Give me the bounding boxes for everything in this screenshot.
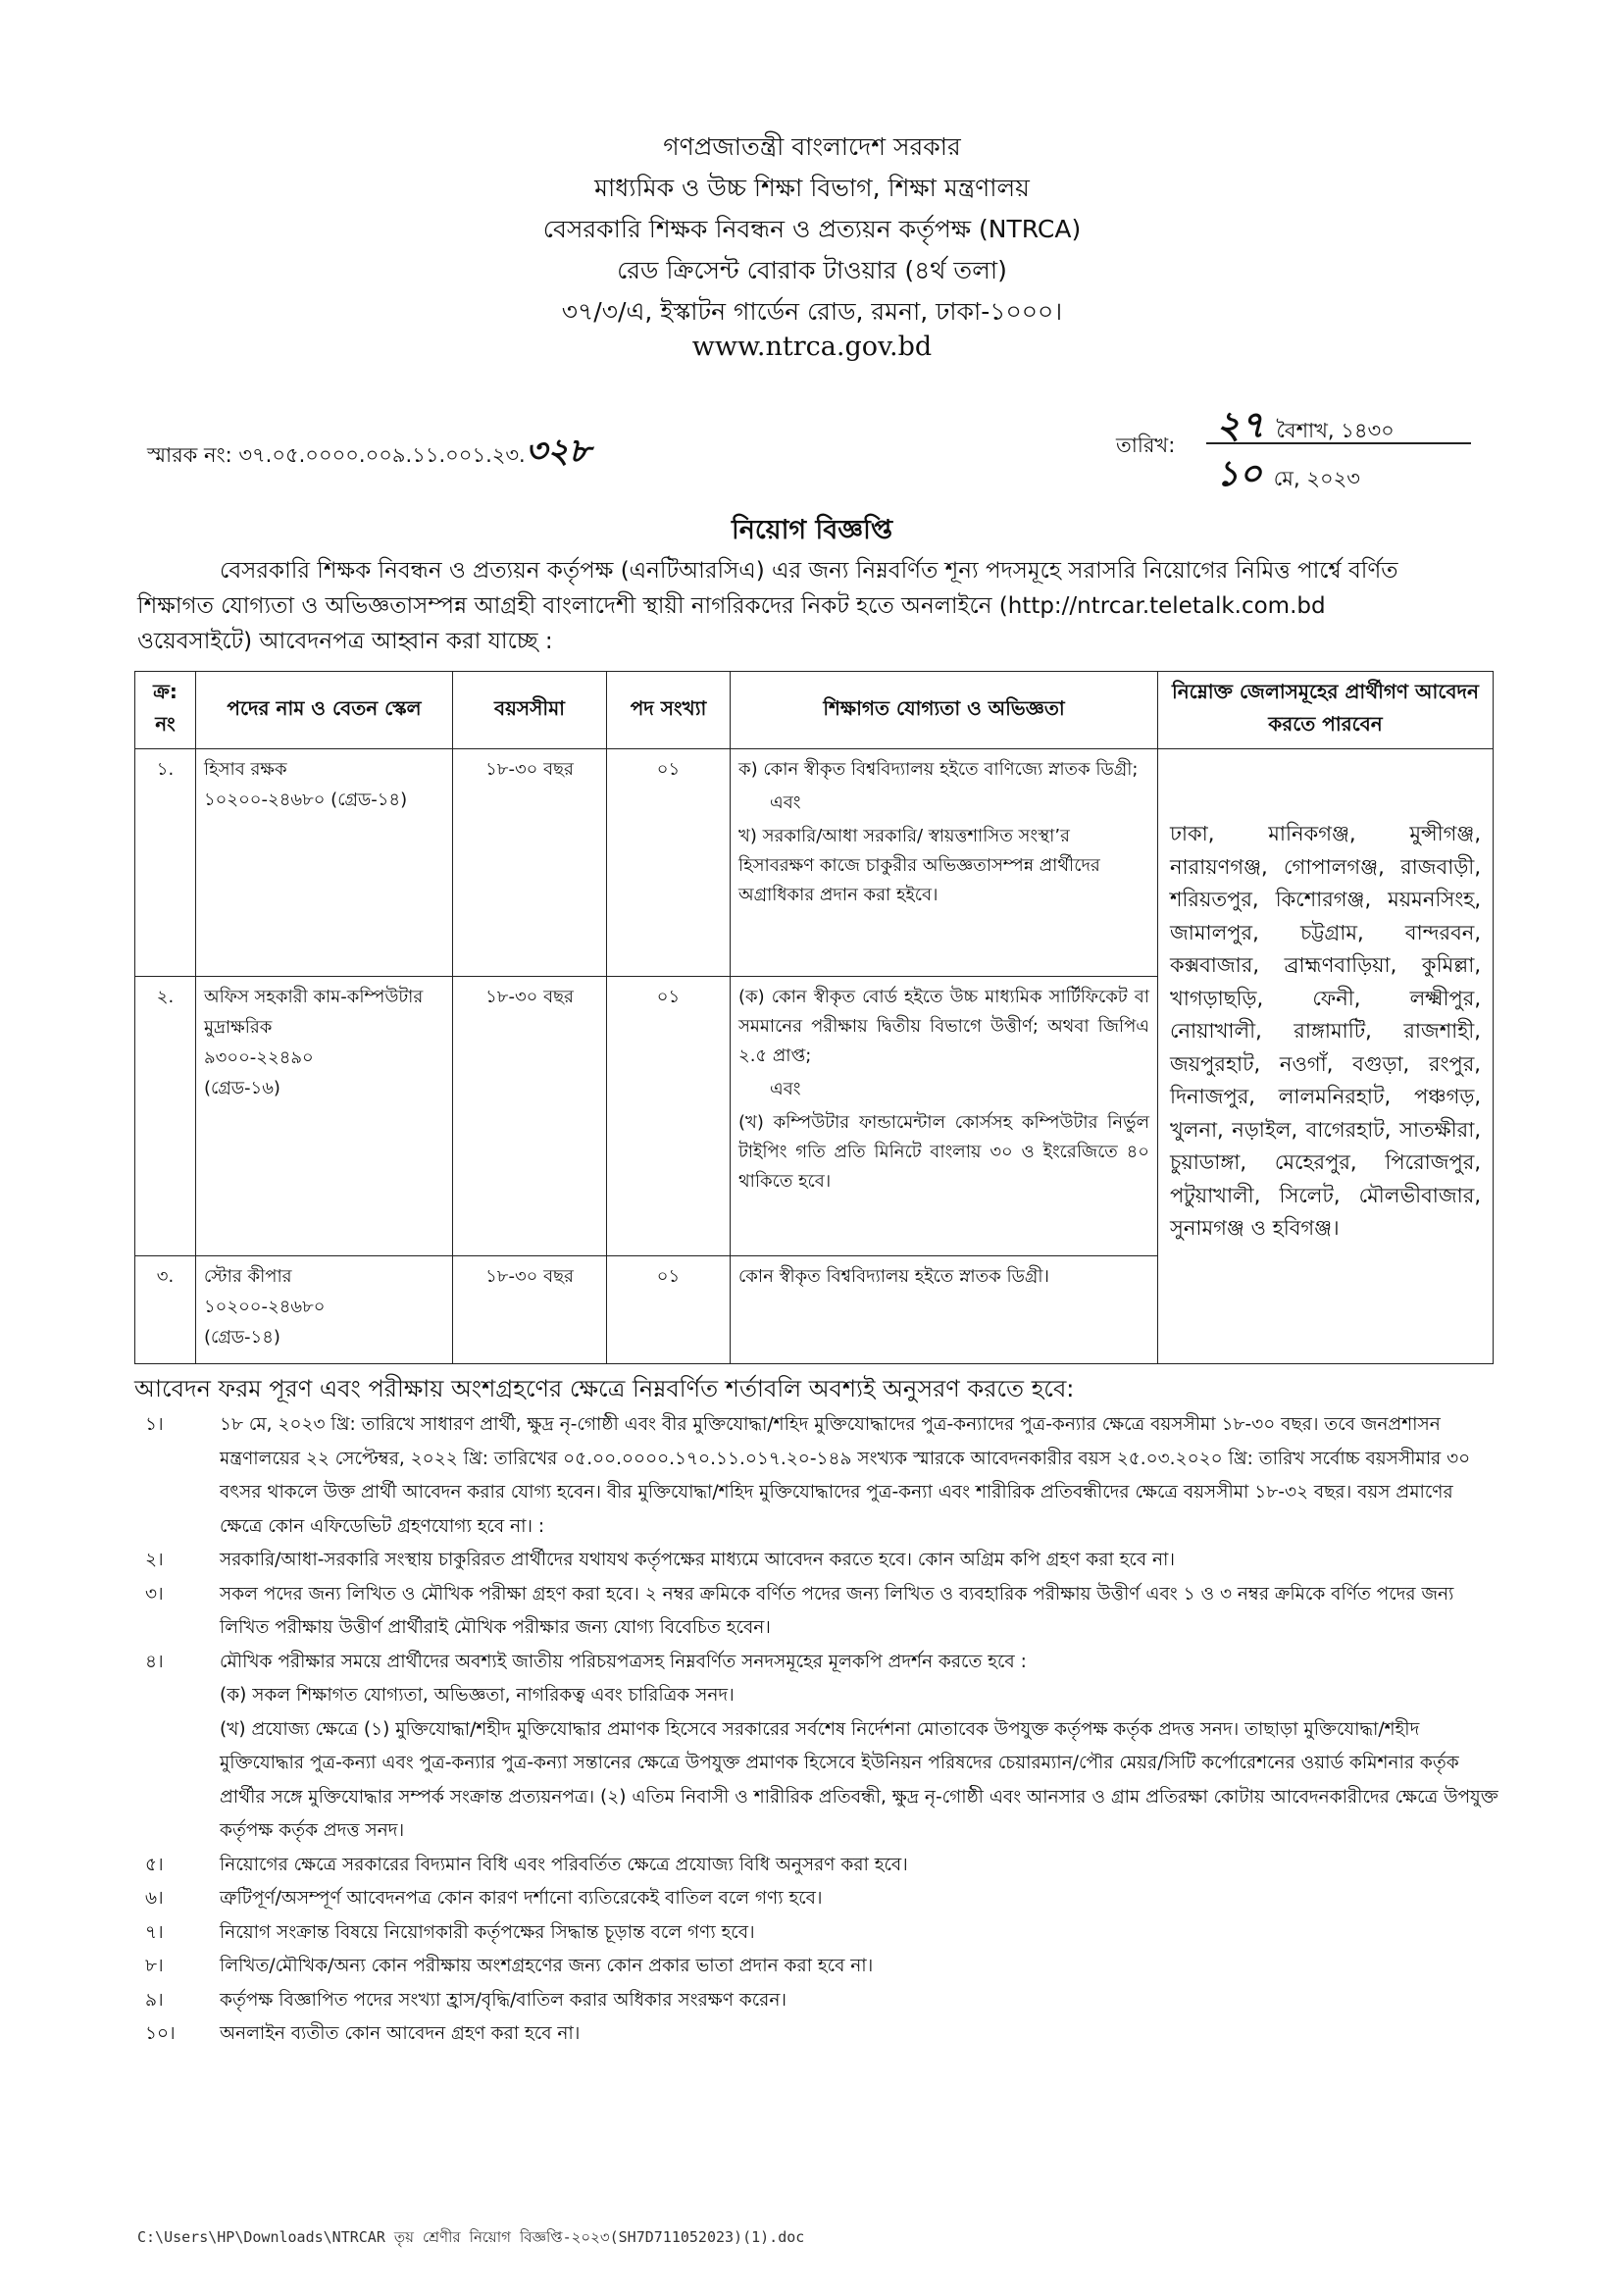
condition-item bbox=[145, 1646, 1498, 1849]
date-bangla-day: ২৭ bbox=[1216, 402, 1265, 446]
post-scale: ১০২০০-২৪৬৮০ bbox=[204, 1297, 326, 1317]
col-header-count: পদ সংখ্যা bbox=[607, 672, 731, 749]
condition-number: ৪। bbox=[145, 1651, 164, 1672]
col-header-post: পদের নাম ও বেতন স্কেল bbox=[196, 672, 453, 749]
condition-number: ৯। bbox=[145, 1989, 164, 2011]
condition-item bbox=[145, 1544, 1498, 1578]
header-ministry-gov: গণপ্রজাতন্ত্রী বাংলাদেশ সরকার bbox=[663, 132, 961, 161]
row-count: ০১ bbox=[607, 1256, 731, 1364]
col-header-districts: নিম্নোক্ত জেলাসমূহের প্রার্থীগণ আবেদন করতে পারবেন bbox=[1158, 672, 1494, 749]
col-header-sl: ক্র: নং bbox=[135, 672, 196, 749]
table-row bbox=[135, 749, 1494, 977]
date-english-day: ১০ bbox=[1216, 453, 1262, 494]
eligible-districts: ঢাকা, মানিকগঞ্জ, মুন্সীগঞ্জ, নারায়ণগঞ্জ, গোপালগঞ্জ, রাজবাড়ী, শরিয়তপুর, কিশোরগঞ্জ, ময়মনসিংহ, জামালপুর, চট্টগ্রাম, বান্দরবন, কক্সবাজার, ব্রাহ্মণবাড়িয়া, কুমিল্লা, খাগড়াছড়ি, ফেনী, লক্ষ্মীপুর, নোয়াখালী, রাঙ্গামাটি, রাজশাহী, জয়পুরহাট, নওগাঁ, বগুড়া, রংপুর, দিনাজপুর, লালমনিরহাট, পঞ্চগড়, খুলনা, নড়াইল, বাগেরহাট, সাতক্ষীরা, চুয়াডাঙ্গা, মেহেরপুর, পিরোজপুর, পটুয়াখালী, সিলেট, মৌলভীবাজার, সুনামগঞ্জ ও হবিগঞ্জ। bbox=[1158, 749, 1494, 1364]
condition-text: ১৮ মে, ২০২৩ খ্রি: তারিখে সাধারণ প্রার্থী, ক্ষুদ্র নৃ-গোষ্ঠী এবং বীর মুক্তিযোদ্ধা/শহিদ মুক্তিযোদ্ধাদের পুত্র-কন্যাদের পুত্র-কন্যার ক্ষেত্রে বয়সসীমা ১৮-৩০ বছর। তবে জনপ্রশাসন মন্ত্রণালয়ের ২২ সেপ্টেম্বর, ২০২২ খ্রি: তারিখের ০৫.০০.০০০০.১৭০.১১.০১৭.২০-১৪৯ সংখ্যক স্মারকে আবেদনকারীর বয়স ২৫.০৩.২০২০ খ্রি: তারিখ সর্বোচ্চ বয়সসীমার ৩০ বৎসর থাকলে উক্ত প্রার্থী আবেদন করার যোগ্য হবেন। বীর মুক্তিযোদ্ধা/শহিদ মুক্তিযোদ্ধাদের পুত্র-কন্যা এবং শারীরিক প্রতিবন্ধীদের ক্ষেত্রে বয়সসীমা ১৮-৩২ বছর। বয়স প্রমাণের ক্ষেত্রে কোন এফিডেভিট গ্রহণযোগ্য হবে না। : bbox=[220, 1414, 1471, 1537]
memo-label: স্মারক নং: ৩৭.০৫.০০০০.০০৯.১১.০০১.২৩. bbox=[147, 443, 526, 467]
qualification-and: এবং bbox=[770, 792, 801, 813]
col-header-age: বয়সসীমা bbox=[453, 672, 607, 749]
post-name: হিসাব রক্ষক bbox=[204, 759, 287, 780]
date-english-month-year: মে, ২০২৩ bbox=[1273, 467, 1360, 490]
condition-number: ১০। bbox=[145, 2023, 176, 2044]
intro-line-3: ওয়েবসাইটে) আবেদনপত্র আহ্বান করা যাচ্ছে : bbox=[137, 629, 553, 654]
row-post bbox=[196, 1256, 453, 1364]
condition-sub-b: (খ) প্রযোজ্য ক্ষেত্রে (১) মুক্তিযোদ্ধা/শহীদ মুক্তিযোদ্ধার প্রমাণক হিসেবে সরকারের সর্বশেষ নির্দেশনা মোতাবেক উপযুক্ত কর্তৃপক্ষ কর্তৃক প্রদত্ত সনদ। তাছাড়া মুক্তিযোদ্ধা/শহীদ মুক্তিযোদ্ধার পুত্র-কন্যা এবং পুত্র-কন্যার পুত্র-কন্যা সন্তানের ক্ষেত্রে উপযুক্ত প্রমাণক হিসেবে ইউনিয়ন পরিষদের চেয়ারম্যান/পৌর মেয়র/সিটি কর্পোরেশনের ওয়ার্ড কমিশনার কর্তৃক প্রার্থীর সঙ্গে মুক্তিযোদ্ধার সম্পর্ক সংক্রান্ত প্রত্যয়নপত্র। (২) এতিম নিবাসী ও শারীরিক প্রতিবন্ধী, ক্ষুদ্র নৃ-গোষ্ঠী এবং আনসার ও গ্রাম প্রতিরক্ষা কোটায় আবেদনকারীদের ক্ষেত্রে উপযুক্ত কর্তৃপক্ষ কর্তৃক প্রদত্ত সনদ। bbox=[220, 1718, 1498, 1841]
condition-text: অনলাইন ব্যতীত কোন আবেদন গ্রহণ করা হবে না। bbox=[220, 2023, 581, 2044]
row-count: ০১ bbox=[607, 977, 731, 1256]
row-age: ১৮-৩০ বছর bbox=[453, 1256, 607, 1364]
condition-number: ৭। bbox=[145, 1921, 164, 1943]
col-header-qualification: শিক্ষাগত যোগ্যতা ও অভিজ্ঞতা bbox=[731, 672, 1158, 749]
qualification-a: কোন স্বীকৃত বিশ্ববিদ্যালয় হইতে স্নাতক ডিগ্রী। bbox=[738, 1266, 1049, 1287]
qualification-b: (খ) কম্পিউটার ফান্ডামেন্টাল কোর্সসহ কম্পিউটার নির্ভুল টাইপিং গতি প্রতি মিনিটে বাংলায় ৩০ ও ইংরেজিতে ৪০ থাকিতে হবে। bbox=[738, 1112, 1149, 1192]
condition-text: মৌখিক পরীক্ষার সময়ে প্রার্থীদের অবশ্যই জাতীয় পরিচয়পত্রসহ নিম্নবর্ণিত সনদসমূহের মূলকপি প্রদর্শন করতে হবে : bbox=[220, 1651, 1027, 1672]
header-building: রেড ক্রিসেন্ট বোরাক টাওয়ার (৪র্থ তলা) bbox=[617, 256, 1007, 284]
header-address: ৩৭/৩/এ, ইস্কাটন গার্ডেন রোড, রমনা, ঢাকা-১০০০। bbox=[561, 297, 1063, 326]
condition-number: ১। bbox=[145, 1414, 164, 1435]
post-name: স্টোর কীপার bbox=[204, 1266, 292, 1287]
row-sl: ৩. bbox=[135, 1256, 196, 1364]
post-grade: (গ্রেড-১৪) bbox=[204, 1327, 280, 1348]
condition-item bbox=[145, 1984, 1498, 2018]
posts-table bbox=[134, 671, 1494, 1364]
condition-number: ২। bbox=[145, 1550, 164, 1570]
page-title: নিয়োগ বিজ্ঞপ্তি bbox=[731, 515, 893, 545]
intro-paragraph bbox=[137, 553, 1491, 659]
row-age: ১৮-৩০ বছর bbox=[453, 749, 607, 977]
post-name: অফিস সহকারী কাম-কম্পিউটার মুদ্রাক্ষরিক bbox=[204, 987, 424, 1038]
qualification-a: ক) কোন স্বীকৃত বিশ্ববিদ্যালয় হইতে বাণিজ্যে স্নাতক ডিগ্রী; bbox=[738, 759, 1139, 780]
conditions-heading: আবেদন ফরম পূরণ এবং পরীক্ষায় অংশগ্রহণের ক্ষেত্রে নিম্নবর্ণিত শর্তাবলি অবশ্যই অনুসরণ করতে হবে: bbox=[134, 1375, 1075, 1402]
qualification-b: খ) সরকারি/আধা সরকারি/ স্বায়ত্তশাসিত সংস্থা’র হিসাবরক্ষণ কাজে চাকুরীর অভিজ্ঞতাসম্পন্ন প্রার্থীদের অগ্রাধিকার প্রদান করা হইবে। bbox=[738, 826, 1100, 905]
condition-sub-a: (ক) সকল শিক্ষাগত যোগ্যতা, অভিজ্ঞতা, নাগরিকত্ব এবং চারিত্রিক সনদ। bbox=[220, 1685, 735, 1706]
header-authority: বেসরকারি শিক্ষক নিবন্ধন ও প্রত্যয়ন কর্তৃপক্ষ (NTRCA) bbox=[542, 215, 1082, 243]
row-count: ০১ bbox=[607, 749, 731, 977]
date-label: তারিখ: bbox=[1116, 433, 1176, 457]
condition-item bbox=[145, 1849, 1498, 1883]
condition-item bbox=[145, 1916, 1498, 1951]
row-post bbox=[196, 749, 453, 977]
condition-number: ৫। bbox=[145, 1854, 164, 1875]
post-scale: ১০২০০-২৪৬৮০ (গ্রেড-১৪) bbox=[204, 790, 408, 810]
condition-item bbox=[145, 1578, 1498, 1646]
condition-text: ত্রুটিপূর্ণ/অসম্পূর্ণ আবেদনপত্র কোন কারণ দর্শানো ব্যতিরেকেই বাতিল বলে গণ্য হবে। bbox=[220, 1888, 823, 1909]
memo-number bbox=[147, 426, 590, 482]
header-division: মাধ্যমিক ও উচ্চ শিক্ষা বিভাগ, শিক্ষা মন্ত্রণালয় bbox=[594, 174, 1030, 202]
condition-number: ৩। bbox=[145, 1583, 164, 1605]
condition-text: সকল পদের জন্য লিখিত ও মৌখিক পরীক্ষা গ্রহণ করা হবে। ২ নম্বর ক্রমিকে বর্ণিত পদের জন্য লিখিত ও ব্যবহারিক পরীক্ষায় উত্তীর্ণ এবং ১ ও ৩ নম্বর ক্রমিকে বর্ণিত পদের জন্য লিখিত পরীক্ষায় উত্তীর্ণ প্রার্থীরাই মৌখিক পরীক্ষার জন্য যোগ্য বিবেচিত হবেন। bbox=[220, 1583, 1454, 1638]
post-grade: (গ্রেড-১৬) bbox=[204, 1078, 280, 1098]
intro-line-2: শিক্ষাগত যোগ্যতা ও অভিজ্ঞতাসম্পন্ন আগ্রহী বাংলাদেশী স্থায়ী নাগরিকদের নিকট হতে অনলাইনে (http://ntrcar.teletalk.com.bd bbox=[137, 593, 1326, 619]
condition-number: ৮। bbox=[145, 1956, 164, 1976]
condition-item bbox=[145, 1882, 1498, 1916]
condition-item bbox=[145, 1408, 1498, 1544]
condition-text: লিখিত/মৌখিক/অন্য কোন পরীক্ষায় অংশগ্রহণের জন্য কোন প্রকার ভাতা প্রদান করা হবে না। bbox=[220, 1956, 874, 1976]
post-scale: ৯৩০০-২২৪৯০ bbox=[204, 1047, 314, 1068]
memo-handwritten-number: ৩২৮ bbox=[525, 432, 591, 471]
conditions-list bbox=[145, 1408, 1498, 2052]
row-age: ১৮-৩০ বছর bbox=[453, 977, 607, 1256]
date-english bbox=[1216, 447, 1451, 506]
qualification-and: এবং bbox=[770, 1079, 801, 1099]
row-sl: ২. bbox=[135, 977, 196, 1256]
row-sl: ১. bbox=[135, 749, 196, 977]
footer-file-path: C:\Users\HP\Downloads\NTRCAR তৃয় শ্রেণীর নিয়োগ বিজ্ঞপ্তি-২০২৩(SH7D711052023)(1).doc bbox=[137, 2228, 805, 2246]
intro-line-1: বেসরকারি শিক্ষক নিবন্ধন ও প্রত্যয়ন কর্তৃপক্ষ (এনটিআরসিএ) এর জন্য নিম্নবর্ণিত শূন্য পদসমূহে সরাসরি নিয়োগের নিমিত্ত পার্শ্বে বর্ণিত bbox=[220, 558, 1398, 584]
row-qualification bbox=[731, 749, 1158, 977]
row-post bbox=[196, 977, 453, 1256]
condition-text: সরকারি/আধা-সরকারি সংস্থায় চাকুরিরত প্রার্থীদের যথাযথ কর্তৃপক্ষের মাধ্যমে আবেদন করতে হবে। কোন অগ্রিম কপি গ্রহণ করা হবে না। bbox=[220, 1550, 1176, 1570]
date-bangla-month-year: বৈশাখ, ১৪৩০ bbox=[1276, 419, 1395, 442]
condition-item bbox=[145, 1950, 1498, 1984]
condition-text: নিয়োগের ক্ষেত্রে সরকারের বিদ্যমান বিধি এবং পরিবর্তিত ক্ষেত্রে প্রযোজ্য বিধি অনুসরণ করা হবে। bbox=[220, 1854, 908, 1875]
row-qualification bbox=[731, 1256, 1158, 1364]
condition-number: ৬। bbox=[145, 1888, 164, 1909]
date-divider bbox=[1206, 442, 1471, 444]
condition-text: নিয়োগ সংক্রান্ত বিষয়ে নিয়োগকারী কর্তৃপক্ষের সিদ্ধান্ত চূড়ান্ত বলে গণ্য হবে। bbox=[220, 1921, 755, 1943]
condition-text: কর্তৃপক্ষ বিজ্ঞাপিত পদের সংখ্যা হ্রাস/বৃদ্ধি/বাতিল করার অধিকার সংরক্ষণ করেন। bbox=[220, 1989, 787, 2011]
condition-item bbox=[145, 2017, 1498, 2052]
row-qualification bbox=[731, 977, 1158, 1256]
table-header-row bbox=[135, 672, 1494, 749]
qualification-a: (ক) কোন স্বীকৃত বোর্ড হইতে উচ্চ মাধ্যমিক সার্টিফিকেট বা সমমানের পরীক্ষায় দ্বিতীয় বিভাগে উত্তীর্ণ; অথবা জিপিএ ২.৫ প্রাপ্ত; bbox=[738, 987, 1149, 1066]
header-website: www.ntrca.gov.bd bbox=[691, 331, 933, 362]
